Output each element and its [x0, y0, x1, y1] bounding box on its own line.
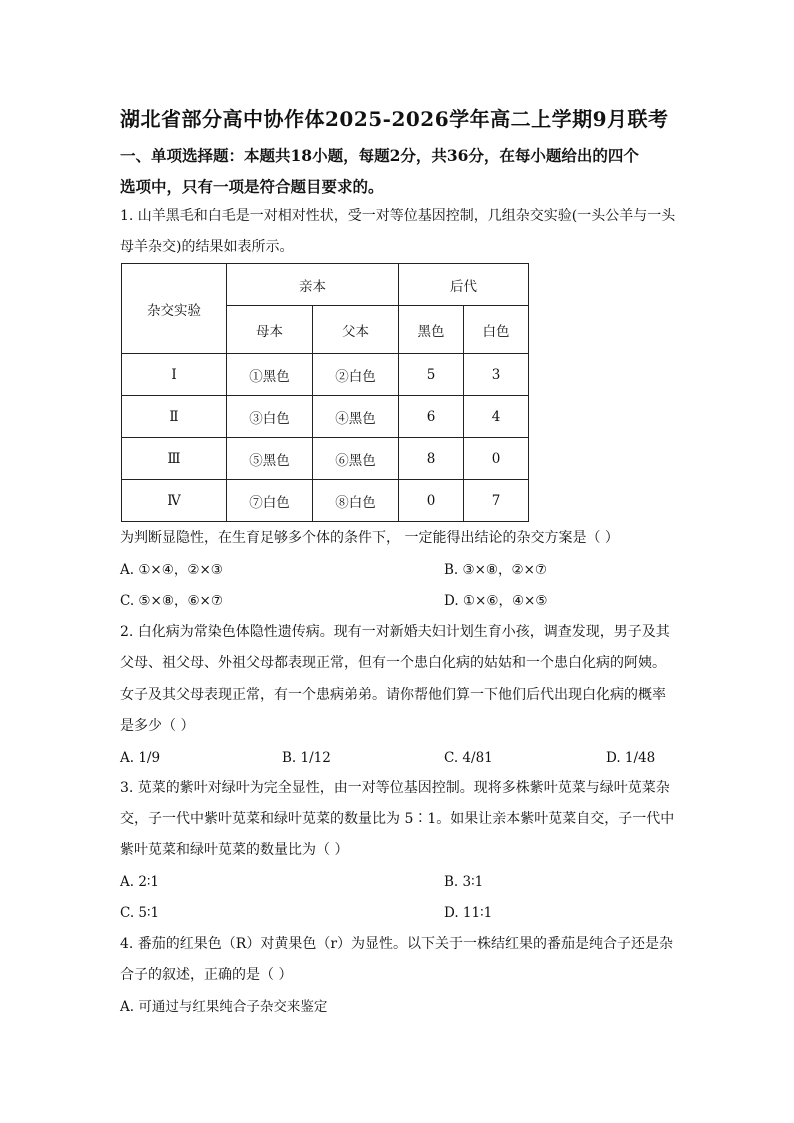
q3-option-d[interactable]: D. 11∶1 — [444, 905, 493, 921]
q3-option-c[interactable]: C. 5∶1 — [120, 905, 160, 921]
table-header-offspring: 后代 — [399, 264, 529, 306]
section-heading-line1: 一、单项选择题：本题共18小题，每题2分，共36分，在每小题给出的四个 — [120, 146, 639, 165]
table-row — [122, 480, 529, 522]
table-cell-experiment: Ⅳ — [122, 480, 227, 522]
table-cell-father: ④黑色 — [313, 396, 399, 438]
q2-option-d[interactable]: D. 1/48 — [606, 750, 656, 766]
table-subheader-white: 白色 — [464, 306, 529, 354]
q2-stem-line2: 父母、祖父母、外祖父母都表现正常，但有一个患白化病的姑姑和一个患白化病的阿姨。 — [120, 655, 666, 671]
table-cell-black: 0 — [399, 480, 464, 522]
q3-stem-line2: 交，子一代中紫叶苋菜和绿叶苋菜的数量比为 5∶1。如果让亲本紫叶苋菜自交，子一代中 — [120, 811, 675, 827]
exam-title: 湖北省部分高中协作体2025-2026学年高二上学期9月联考 — [120, 107, 669, 131]
section-heading-line2: 选项中，只有一项是符合题目要求的。 — [120, 177, 384, 196]
table-cell-experiment: Ⅰ — [122, 354, 227, 396]
q2-stem-line3: 女子及其父母表现正常，有一个患病弟弟。请你帮他们算一下他们后代出现白化病的概率 — [120, 687, 666, 703]
table-subheader-black: 黑色 — [399, 306, 464, 354]
table-cell-mother: ⑤黑色 — [227, 438, 313, 480]
q1-option-b[interactable]: B. ③×⑧，②×⑦ — [444, 562, 548, 578]
table-cell-father: ⑥黑色 — [313, 438, 399, 480]
q1-option-c[interactable]: C. ⑤×⑧，⑥×⑦ — [120, 593, 223, 609]
q1-option-a[interactable]: A. ①×④，②×③ — [120, 562, 223, 578]
table-cell-white: 3 — [464, 354, 529, 396]
q2-stem-line1: 2. 白化病为常染色体隐性遗传病。现有一对新婚夫妇计划生育小孩，调查发现，男子及其 — [120, 624, 670, 640]
q3-stem-line3: 紫叶苋菜和绿叶苋菜的数量比为（ ） — [120, 842, 349, 858]
q2-option-a[interactable]: A. 1/9 — [120, 750, 161, 766]
table-cell-white: 0 — [464, 438, 529, 480]
table-cell-white: 7 — [464, 480, 529, 522]
q2-stem-line4: 是多少（ ） — [120, 718, 195, 734]
table-row — [122, 354, 529, 396]
table-cell-experiment: Ⅲ — [122, 438, 227, 480]
table-cell-black: 6 — [399, 396, 464, 438]
table-row — [122, 396, 529, 438]
q1-stem-line2: 母羊杂交)的结果如表所示。 — [120, 239, 294, 255]
table-cell-black: 8 — [399, 438, 464, 480]
q2-option-b[interactable]: B. 1/12 — [282, 750, 331, 766]
table-row — [122, 438, 529, 480]
q2-option-c[interactable]: C. 4/81 — [444, 750, 493, 766]
q1-option-d[interactable]: D. ①×⑥，④×⑤ — [444, 593, 548, 609]
table-subheader-mother: 母本 — [227, 306, 313, 354]
q1-question: 为判断显隐性，在生育足够多个体的条件下， 一定能得出结论的杂交方案是（ ） — [120, 530, 619, 546]
table-cell-mother: ⑦白色 — [227, 480, 313, 522]
table-cell-mother: ③白色 — [227, 396, 313, 438]
table-subheader-father: 父本 — [313, 306, 399, 354]
q4-option-a[interactable]: A. 可通过与红果纯合子杂交来鉴定 — [120, 999, 328, 1015]
q4-stem-line1: 4. 番茄的红果色（R）对黄果色（r）为显性。以下关于一株结红果的番茄是纯合子还是杂 — [120, 936, 674, 952]
q3-option-b[interactable]: B. 3∶1 — [444, 874, 484, 890]
table-cell-experiment: Ⅱ — [122, 396, 227, 438]
q3-option-a[interactable]: A. 2∶1 — [120, 874, 160, 890]
table-cell-father: ②白色 — [313, 354, 399, 396]
q1-stem-line1: 1. 山羊黑毛和白毛是一对相对性状，受一对等位基因控制，几组杂交实验(一头公羊与一头 — [120, 208, 676, 224]
q3-stem-line1: 3. 苋菜的紫叶对绿叶为完全显性，由一对等位基因控制。现将多株紫叶苋菜与绿叶苋菜杂 — [120, 780, 670, 796]
q4-stem-line2: 合子的叙述，正确的是（ ） — [120, 967, 293, 983]
table-header-experiment: 杂交实验 — [122, 264, 227, 354]
table-cell-father: ⑧白色 — [313, 480, 399, 522]
cross-experiment-table — [121, 263, 529, 522]
table-cell-mother: ①黑色 — [227, 354, 313, 396]
table-cell-white: 4 — [464, 396, 529, 438]
table-header-parents: 亲本 — [227, 264, 399, 306]
table-cell-black: 5 — [399, 354, 464, 396]
